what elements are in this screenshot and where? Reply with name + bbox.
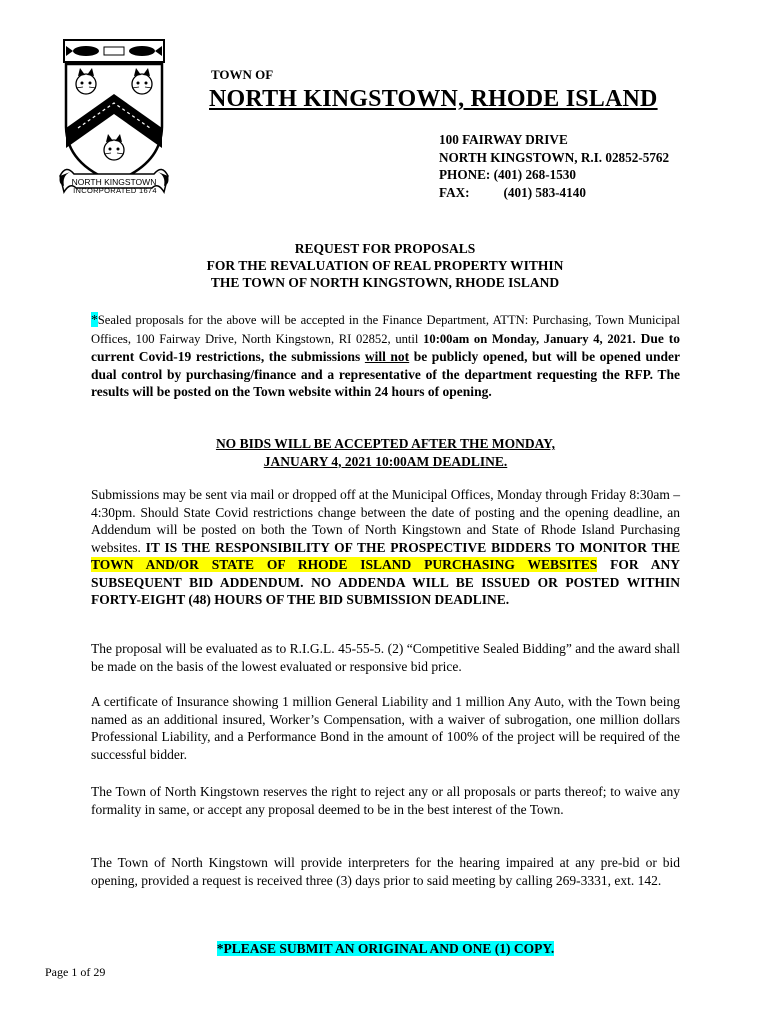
rfp-title-line2: FOR THE REVALUATION OF REAL PROPERTY WITHIN [206,258,564,273]
no-bids-line2: JANUARY 4, 2021 10:00AM DEADLINE. [263,453,508,469]
rfp-title [90,240,680,291]
rfp-title-line1: REQUEST FOR PROPOSALS [294,241,476,256]
submissions-text: Submissions may be sent via mail or dropped off at the Municipal Offices, Monday through Friday 8:30am – 4:30pm. Should State Covid restrictions change between the date of posting and the opening deadline, an Addendum will be posted on both the Town of North Kingstown and State of Rhode Island Purchasing websites. [91,487,680,555]
evaluation-paragraph: The proposal will be evaluated as to R.I.G.L. 45-55-5. (2) “Competitive Sealed Bidding” and the award shall be made on the basis of the lowest evaluated or responsive bid price. [91,641,680,674]
address-fax [439,184,669,202]
intro-will-not: will not [364,349,410,364]
seal-ribbon-text: NORTH KINGSTOWN [71,177,157,187]
town-seal-logo [56,36,172,202]
letterhead-address-block [439,131,669,201]
interpreters-paragraph: The Town of North Kingstown will provide interpreters for the hearing impaired at any pre-bid or bid opening, provided a request is received three (3) days prior to said meeting by calling 269-3331, ext. 142. [91,855,680,888]
seal-incorporated-caption: INCORPORATED 1674 [73,186,157,195]
letterhead-town-of: TOWN OF [211,67,274,82]
insurance-paragraph: A certificate of Insurance showing 1 million General Liability and 1 million Any Auto, with the Town being named as an additional insured, Worker’s Compensation, with a waiver of subrogation, one million dollars Professional Liability, and a Performance Bond in the amount of 100% of the project will be required of the successful bidder. [91,694,680,762]
address-street: 100 FAIRWAY DRIVE [439,132,568,147]
intro-paragraph [91,311,680,401]
address-phone: PHONE: (401) 268-1530 [439,167,576,182]
fax-label: FAX: [439,184,470,200]
submit-copy-notice [91,941,680,957]
intro-covid-text-1: Due to current Covid-19 restrictions, the submissions [91,330,680,364]
letterhead-town-name: NORTH KINGSTOWN, RHODE ISLAND [209,86,658,112]
address-city: NORTH KINGSTOWN, R.I. 02852-5762 [439,149,670,165]
submit-copy-text: *PLEASE SUBMIT AN ORIGINAL AND ONE (1) COPY. [216,941,555,956]
submissions-paragraph [91,486,680,609]
no-bids-line1: NO BIDS WILL BE ACCEPTED AFTER THE MONDAY, [215,436,556,451]
submissions-responsibility: IT IS THE RESPONSIBILITY OF THE PROSPECTIVE BIDDERS TO MONITOR THE [145,539,680,555]
fax-number: (401) 583-4140 [503,184,586,200]
page-number: Page 1 of 29 [45,965,106,979]
submissions-addenda-notice: FOR ANY SUBSEQUENT BID ADDENDUM. NO ADDENDA WILL BE ISSUED OR POSTED WITHIN FORTY-EIGHT (48) HOURS OF THE BID SUBMISSION DEADLINE. [91,557,680,607]
no-bids-notice [91,435,680,470]
intro-text: Sealed proposals for the above will be accepted in the Finance Department, ATTN: Purchasing, Town Municipal Offices, 100 Fairway Drive, North Kingstown, RI 02852, until [91,313,680,346]
submissions-highlight-websites: TOWN AND/OR STATE OF RHODE ISLAND PURCHASING WEBSITES [91,557,598,572]
reserves-paragraph: The Town of North Kingstown reserves the right to reject any or all proposals or parts thereof; to waive any formality in same, or accept any proposal deemed to be in the best interest of the Town. [91,784,680,817]
rfp-title-line3: THE TOWN OF NORTH KINGSTOWN, RHODE ISLAND [210,275,560,290]
intro-asterisk: * [91,312,98,327]
intro-deadline: 10:00am on Monday, January 4, 2021. [423,331,636,346]
intro-covid-text-2: be publicly opened, but will be opened under dual control by purchasing/finance and a representative of the department requesting the RFP. The results will be posted on the Town website within 24 hours of opening. [91,349,680,399]
